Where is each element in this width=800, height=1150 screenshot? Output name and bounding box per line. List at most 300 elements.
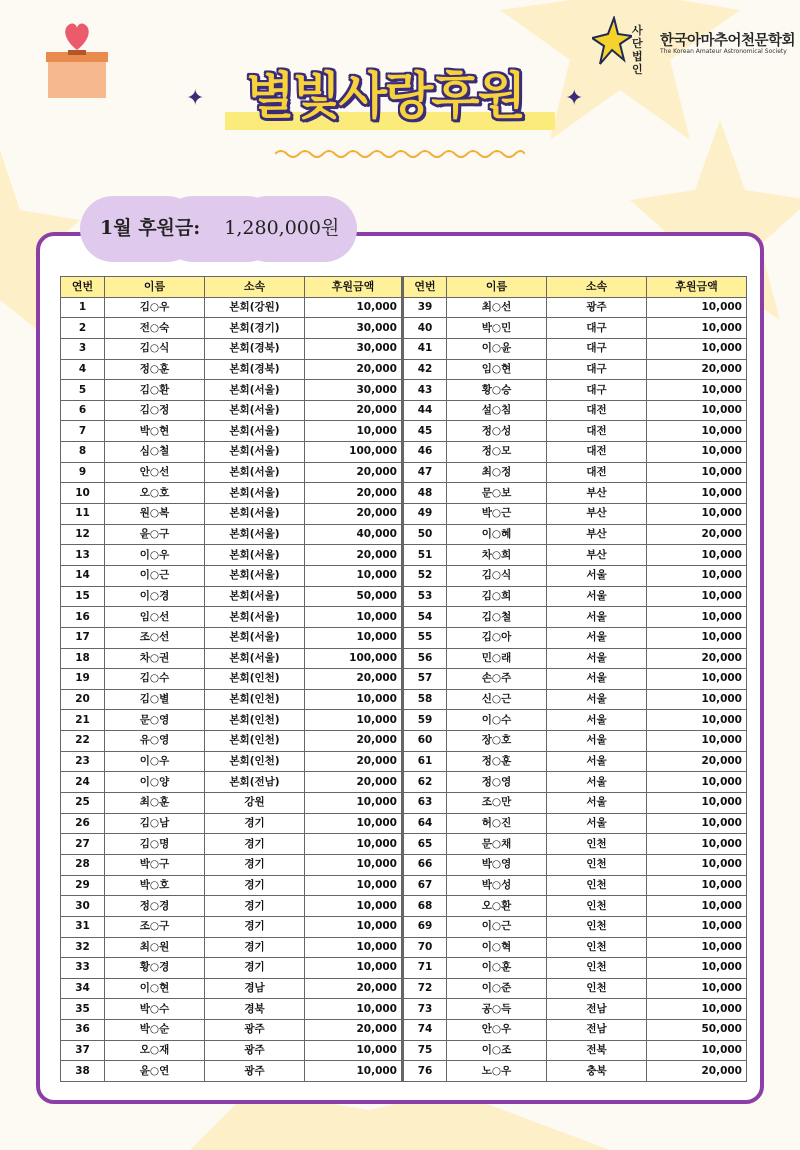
cell-affiliation: 경남 <box>205 978 305 999</box>
cell-name: 문○보 <box>447 483 547 504</box>
cell-name: 김○아 <box>447 627 547 648</box>
cell-affiliation: 부산 <box>547 483 647 504</box>
cell-number: 54 <box>403 607 447 628</box>
cell-number: 24 <box>61 772 105 793</box>
cell-amount: 10,000 <box>305 937 403 958</box>
summary-label: 1월 후원금: <box>100 217 201 239</box>
col-header-name: 이름 <box>447 277 547 298</box>
cell-number: 73 <box>403 999 447 1020</box>
table-row <box>61 648 747 669</box>
cell-affiliation: 본회(강원) <box>205 297 305 318</box>
cell-affiliation: 본회(서울) <box>205 524 305 545</box>
cell-affiliation: 광주 <box>205 1040 305 1061</box>
cell-number: 59 <box>403 710 447 731</box>
cell-affiliation: 충북 <box>547 1061 647 1082</box>
cell-affiliation: 대전 <box>547 462 647 483</box>
table-row <box>61 586 747 607</box>
cell-amount: 10,000 <box>647 627 747 648</box>
cell-number: 37 <box>61 1040 105 1061</box>
table-row <box>61 297 747 318</box>
table-row <box>61 710 747 731</box>
cell-number: 18 <box>61 648 105 669</box>
cell-affiliation: 서울 <box>547 586 647 607</box>
logo-type-line-1: 사단 <box>632 24 643 50</box>
table-row <box>61 916 747 937</box>
cell-number: 47 <box>403 462 447 483</box>
cell-name: 문○채 <box>447 834 547 855</box>
table-row <box>61 669 747 690</box>
cell-affiliation: 부산 <box>547 524 647 545</box>
cell-amount: 20,000 <box>305 751 403 772</box>
cell-name: 전○숙 <box>105 318 205 339</box>
cell-name: 김○식 <box>105 338 205 359</box>
table-row <box>61 1061 747 1082</box>
cell-amount: 10,000 <box>647 483 747 504</box>
cell-amount: 100,000 <box>305 648 403 669</box>
cell-amount: 10,000 <box>305 1061 403 1082</box>
cell-amount: 10,000 <box>305 916 403 937</box>
cell-number: 17 <box>61 627 105 648</box>
cell-name: 황○경 <box>105 958 205 979</box>
table-row <box>61 338 747 359</box>
cell-number: 35 <box>61 999 105 1020</box>
cell-number: 76 <box>403 1061 447 1082</box>
cell-number: 6 <box>61 400 105 421</box>
cell-amount: 10,000 <box>647 813 747 834</box>
cell-name: 김○수 <box>105 669 205 690</box>
cell-affiliation: 대구 <box>547 338 647 359</box>
table-row <box>61 565 747 586</box>
cell-affiliation: 서울 <box>547 689 647 710</box>
cell-amount: 10,000 <box>647 421 747 442</box>
cell-number: 65 <box>403 834 447 855</box>
cell-number: 70 <box>403 937 447 958</box>
cell-number: 69 <box>403 916 447 937</box>
cell-affiliation: 경기 <box>205 834 305 855</box>
cell-name: 안○선 <box>105 462 205 483</box>
table-row <box>61 483 747 504</box>
cell-affiliation: 대전 <box>547 442 647 463</box>
cell-name: 박○영 <box>447 854 547 875</box>
col-header-affiliation: 소속 <box>205 277 305 298</box>
cell-name: 신○근 <box>447 689 547 710</box>
cell-amount: 10,000 <box>647 1040 747 1061</box>
cell-affiliation: 본회(서울) <box>205 648 305 669</box>
cell-affiliation: 본회(서울) <box>205 462 305 483</box>
cell-name: 임○현 <box>447 359 547 380</box>
cell-amount: 20,000 <box>305 400 403 421</box>
cell-amount: 10,000 <box>647 380 747 401</box>
cell-name: 정○훈 <box>447 751 547 772</box>
table-row <box>61 689 747 710</box>
cell-number: 49 <box>403 504 447 525</box>
cell-name: 문○영 <box>105 710 205 731</box>
table-body <box>61 297 747 1081</box>
cell-number: 42 <box>403 359 447 380</box>
cell-number: 68 <box>403 896 447 917</box>
cell-number: 27 <box>61 834 105 855</box>
cell-affiliation: 서울 <box>547 627 647 648</box>
cell-number: 19 <box>61 669 105 690</box>
cell-name: 허○진 <box>447 813 547 834</box>
cell-number: 13 <box>61 545 105 566</box>
cell-amount: 10,000 <box>647 565 747 586</box>
cell-number: 9 <box>61 462 105 483</box>
cell-name: 박○현 <box>105 421 205 442</box>
cell-amount: 10,000 <box>305 627 403 648</box>
cell-amount: 10,000 <box>647 710 747 731</box>
cell-amount: 10,000 <box>647 689 747 710</box>
cell-amount: 10,000 <box>305 875 403 896</box>
cell-number: 16 <box>61 607 105 628</box>
cell-affiliation: 전남 <box>547 999 647 1020</box>
cell-affiliation: 광주 <box>205 1061 305 1082</box>
cell-number: 52 <box>403 565 447 586</box>
cell-name: 정○경 <box>105 896 205 917</box>
cell-amount: 10,000 <box>647 937 747 958</box>
cell-number: 22 <box>61 731 105 752</box>
cell-amount: 10,000 <box>305 896 403 917</box>
cell-name: 김○우 <box>105 297 205 318</box>
cell-affiliation: 인천 <box>547 854 647 875</box>
cell-amount: 20,000 <box>305 359 403 380</box>
cell-affiliation: 서울 <box>547 669 647 690</box>
cell-affiliation: 인천 <box>547 958 647 979</box>
cell-name: 설○침 <box>447 400 547 421</box>
col-header-number: 연번 <box>61 277 105 298</box>
cell-name: 임○선 <box>105 607 205 628</box>
cell-amount: 10,000 <box>305 999 403 1020</box>
cell-number: 33 <box>61 958 105 979</box>
table-row <box>61 854 747 875</box>
cell-name: 정○성 <box>447 421 547 442</box>
donor-table <box>60 276 747 1082</box>
cell-amount: 10,000 <box>647 834 747 855</box>
cell-affiliation: 본회(경북) <box>205 338 305 359</box>
cell-amount: 10,000 <box>647 958 747 979</box>
cell-name: 김○희 <box>447 586 547 607</box>
cell-affiliation: 본회(경북) <box>205 359 305 380</box>
cell-name: 손○주 <box>447 669 547 690</box>
cell-number: 23 <box>61 751 105 772</box>
cell-name: 원○복 <box>105 504 205 525</box>
cell-amount: 20,000 <box>305 1020 403 1041</box>
cell-affiliation: 본회(인천) <box>205 731 305 752</box>
cell-affiliation: 본회(인천) <box>205 751 305 772</box>
cell-amount: 10,000 <box>647 400 747 421</box>
cell-affiliation: 본회(인천) <box>205 710 305 731</box>
cell-amount: 20,000 <box>305 545 403 566</box>
cell-affiliation: 경기 <box>205 896 305 917</box>
col-header-affiliation: 소속 <box>547 277 647 298</box>
cell-affiliation: 경기 <box>205 854 305 875</box>
cell-amount: 10,000 <box>647 318 747 339</box>
cell-name: 김○명 <box>105 834 205 855</box>
cell-affiliation: 본회(서울) <box>205 586 305 607</box>
cell-name: 윤○연 <box>105 1061 205 1082</box>
cell-affiliation: 경기 <box>205 813 305 834</box>
cell-amount: 100,000 <box>305 442 403 463</box>
cell-affiliation: 본회(서울) <box>205 380 305 401</box>
cell-amount: 20,000 <box>305 462 403 483</box>
logo-name: 한국아마추어천문학회 <box>660 33 796 49</box>
summary-amount: 1,280,000원 <box>224 217 340 239</box>
cell-amount: 20,000 <box>305 504 403 525</box>
cell-number: 60 <box>403 731 447 752</box>
cell-number: 41 <box>403 338 447 359</box>
table-header-row <box>61 277 747 298</box>
cell-affiliation: 경기 <box>205 916 305 937</box>
table-row <box>61 875 747 896</box>
cell-amount: 10,000 <box>647 297 747 318</box>
cell-name: 조○구 <box>105 916 205 937</box>
cell-affiliation: 인천 <box>547 896 647 917</box>
sparkle-left-icon: ✦ <box>186 86 205 111</box>
cell-amount: 10,000 <box>647 586 747 607</box>
cell-amount: 10,000 <box>305 854 403 875</box>
table-row <box>61 421 747 442</box>
table-row <box>61 524 747 545</box>
cell-name: 최○선 <box>447 297 547 318</box>
cell-number: 2 <box>61 318 105 339</box>
cell-amount: 30,000 <box>305 318 403 339</box>
cell-amount: 20,000 <box>305 731 403 752</box>
table-row <box>61 462 747 483</box>
cell-amount: 20,000 <box>305 669 403 690</box>
cell-name: 조○만 <box>447 793 547 814</box>
table-row <box>61 999 747 1020</box>
cell-name: 박○민 <box>447 318 547 339</box>
cell-affiliation: 인천 <box>547 875 647 896</box>
table-row <box>61 978 747 999</box>
cell-name: 이○양 <box>105 772 205 793</box>
cell-amount: 10,000 <box>305 565 403 586</box>
cell-amount: 10,000 <box>305 710 403 731</box>
cell-name: 민○래 <box>447 648 547 669</box>
cell-amount: 10,000 <box>647 607 747 628</box>
cell-amount: 50,000 <box>647 1020 747 1041</box>
table-row <box>61 751 747 772</box>
table-row <box>61 1040 747 1061</box>
col-header-name: 이름 <box>105 277 205 298</box>
cell-amount: 10,000 <box>647 338 747 359</box>
table-row <box>61 380 747 401</box>
cell-name: 최○훈 <box>105 793 205 814</box>
cell-name: 이○조 <box>447 1040 547 1061</box>
cell-affiliation: 본회(서울) <box>205 504 305 525</box>
wave-decoration-icon <box>275 148 525 160</box>
table-row <box>61 958 747 979</box>
cell-amount: 20,000 <box>305 483 403 504</box>
cell-name: 김○환 <box>105 380 205 401</box>
cell-number: 40 <box>403 318 447 339</box>
cell-number: 53 <box>403 586 447 607</box>
cell-name: 차○희 <box>447 545 547 566</box>
table-row <box>61 504 747 525</box>
cell-name: 이○혁 <box>447 937 547 958</box>
cell-number: 36 <box>61 1020 105 1041</box>
cell-amount: 30,000 <box>305 380 403 401</box>
cell-affiliation: 본회(서울) <box>205 442 305 463</box>
cell-number: 20 <box>61 689 105 710</box>
cell-affiliation: 서울 <box>547 731 647 752</box>
cell-name: 오○환 <box>447 896 547 917</box>
cell-affiliation: 인천 <box>547 937 647 958</box>
cell-affiliation: 서울 <box>547 565 647 586</box>
cell-number: 48 <box>403 483 447 504</box>
cell-name: 노○우 <box>447 1061 547 1082</box>
cell-name: 이○우 <box>105 751 205 772</box>
cell-number: 62 <box>403 772 447 793</box>
cell-amount: 20,000 <box>305 772 403 793</box>
cell-affiliation: 본회(서울) <box>205 565 305 586</box>
cell-amount: 10,000 <box>305 297 403 318</box>
table-row <box>61 834 747 855</box>
table-row <box>61 731 747 752</box>
cell-name: 심○철 <box>105 442 205 463</box>
cell-affiliation: 서울 <box>547 648 647 669</box>
cell-name: 이○수 <box>447 710 547 731</box>
cell-amount: 20,000 <box>647 1061 747 1082</box>
cell-number: 61 <box>403 751 447 772</box>
cell-affiliation: 전남 <box>547 1020 647 1041</box>
cell-amount: 10,000 <box>647 462 747 483</box>
cell-number: 67 <box>403 875 447 896</box>
cell-name: 정○영 <box>447 772 547 793</box>
cell-number: 50 <box>403 524 447 545</box>
cell-name: 이○근 <box>447 916 547 937</box>
cell-amount: 10,000 <box>305 793 403 814</box>
cell-name: 박○순 <box>105 1020 205 1041</box>
cell-amount: 10,000 <box>305 834 403 855</box>
cell-number: 63 <box>403 793 447 814</box>
cell-affiliation: 부산 <box>547 545 647 566</box>
cell-amount: 20,000 <box>305 978 403 999</box>
cell-number: 58 <box>403 689 447 710</box>
cell-amount: 40,000 <box>305 524 403 545</box>
cell-number: 44 <box>403 400 447 421</box>
cell-number: 64 <box>403 813 447 834</box>
cell-name: 이○현 <box>105 978 205 999</box>
cell-number: 38 <box>61 1061 105 1082</box>
cell-number: 11 <box>61 504 105 525</box>
cell-number: 8 <box>61 442 105 463</box>
cell-affiliation: 서울 <box>547 793 647 814</box>
cell-amount: 30,000 <box>305 338 403 359</box>
cell-affiliation: 인천 <box>547 834 647 855</box>
cell-amount: 10,000 <box>647 669 747 690</box>
col-header-number: 연번 <box>403 277 447 298</box>
cell-affiliation: 대전 <box>547 400 647 421</box>
table-row <box>61 627 747 648</box>
cell-number: 28 <box>61 854 105 875</box>
cell-affiliation: 본회(경기) <box>205 318 305 339</box>
cell-name: 안○우 <box>447 1020 547 1041</box>
society-logo <box>592 16 797 76</box>
cell-number: 30 <box>61 896 105 917</box>
cell-amount: 10,000 <box>647 442 747 463</box>
table-row <box>61 896 747 917</box>
cell-amount: 10,000 <box>647 793 747 814</box>
table-row <box>61 793 747 814</box>
cell-number: 51 <box>403 545 447 566</box>
table-row <box>61 937 747 958</box>
cell-affiliation: 대전 <box>547 421 647 442</box>
cell-amount: 10,000 <box>305 1040 403 1061</box>
cell-name: 윤○구 <box>105 524 205 545</box>
logo-english-name: The Korean Amateur Astronomical Society <box>660 48 787 55</box>
cell-affiliation: 경기 <box>205 958 305 979</box>
cell-affiliation: 강원 <box>205 793 305 814</box>
col-header-amount: 후원금액 <box>305 277 403 298</box>
cell-affiliation: 경기 <box>205 937 305 958</box>
cell-number: 12 <box>61 524 105 545</box>
cell-affiliation: 본회(서울) <box>205 483 305 504</box>
cell-name: 정○모 <box>447 442 547 463</box>
cell-number: 57 <box>403 669 447 690</box>
cell-name: 박○성 <box>447 875 547 896</box>
table-row <box>61 1020 747 1041</box>
cell-number: 14 <box>61 565 105 586</box>
cell-amount: 10,000 <box>647 772 747 793</box>
cell-name: 김○남 <box>105 813 205 834</box>
table-row <box>61 545 747 566</box>
cell-affiliation: 전북 <box>547 1040 647 1061</box>
cell-number: 66 <box>403 854 447 875</box>
cell-amount: 10,000 <box>647 854 747 875</box>
table-row <box>61 607 747 628</box>
cell-affiliation: 본회(인천) <box>205 689 305 710</box>
cell-amount: 10,000 <box>647 875 747 896</box>
table-row <box>61 772 747 793</box>
cell-name: 이○혜 <box>447 524 547 545</box>
cell-name: 박○호 <box>105 875 205 896</box>
cell-number: 1 <box>61 297 105 318</box>
cell-affiliation: 서울 <box>547 813 647 834</box>
cell-number: 26 <box>61 813 105 834</box>
cell-name: 김○별 <box>105 689 205 710</box>
cell-name: 최○정 <box>447 462 547 483</box>
cell-affiliation: 경북 <box>205 999 305 1020</box>
cell-affiliation: 본회(인천) <box>205 669 305 690</box>
cell-amount: 10,000 <box>647 978 747 999</box>
cell-amount: 10,000 <box>305 607 403 628</box>
cell-affiliation: 본회(서울) <box>205 421 305 442</box>
cell-amount: 10,000 <box>305 689 403 710</box>
cell-affiliation: 대구 <box>547 359 647 380</box>
cell-number: 15 <box>61 586 105 607</box>
cell-affiliation: 본회(서울) <box>205 545 305 566</box>
cell-number: 29 <box>61 875 105 896</box>
table-row <box>61 318 747 339</box>
cell-affiliation: 본회(서울) <box>205 607 305 628</box>
cell-amount: 10,000 <box>305 421 403 442</box>
cell-number: 45 <box>403 421 447 442</box>
cell-number: 5 <box>61 380 105 401</box>
donation-summary <box>100 213 339 240</box>
table-row <box>61 400 747 421</box>
cell-affiliation: 인천 <box>547 916 647 937</box>
cell-number: 31 <box>61 916 105 937</box>
table-row <box>61 442 747 463</box>
logo-type-label <box>632 24 643 76</box>
cell-name: 김○식 <box>447 565 547 586</box>
cell-name: 차○권 <box>105 648 205 669</box>
cell-affiliation: 본회(서울) <box>205 627 305 648</box>
sparkle-right-icon: ✦ <box>565 86 584 111</box>
cell-number: 25 <box>61 793 105 814</box>
cell-number: 32 <box>61 937 105 958</box>
